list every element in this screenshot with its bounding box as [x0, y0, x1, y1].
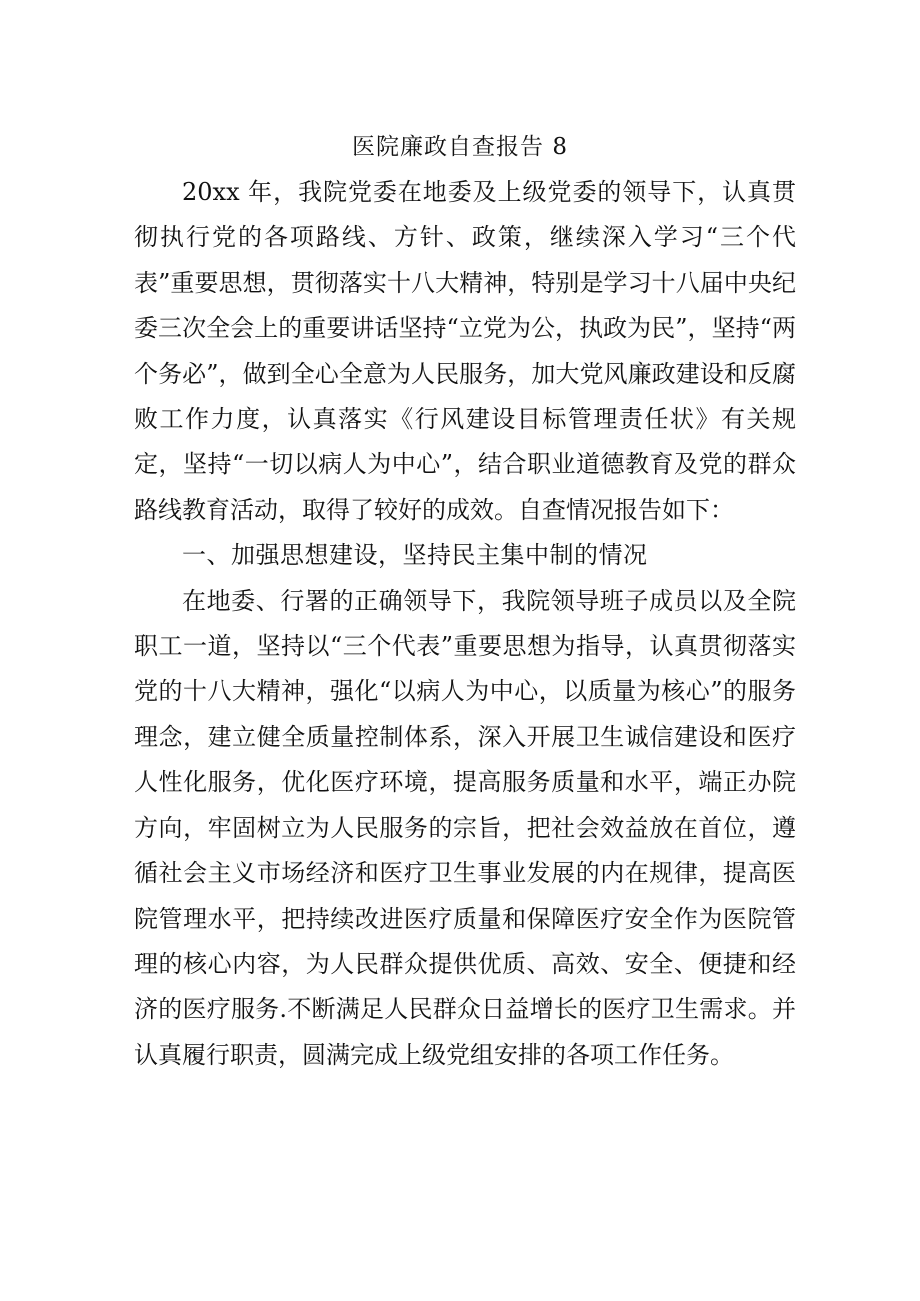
document-body: [134, 170, 796, 1078]
section-heading: 一、加强思想建设，坚持民主集中制的情况: [182, 541, 648, 570]
paragraph-section-1: 在地委、行署的正确领导下，我院领导班子成员以及全院职工一道，坚持以“三个代表”重要思想为指导，认真贯彻落实党的十八大精神，强化“以病人为中心，以质量为核心”的服务理念，建立健全质量控制体系，深入开展卫生诚信建设和医疗人性化服务，优化医疗环境，提高服务质量和水平，端正办院方向，牢固树立为人民服务的宗旨，把社会效益放在首位，遵循社会主义市场经济和医疗卫生事业发展的内在规律，提高医院管理水平，把持续改进医疗质量和保障医疗安全作为医院管理的核心内容，为人民群众提供优质、高效、安全、便捷和经济的医疗服务.不断满足人民群众日益增长的医疗卫生需求。并认真履行职责，圆满完成上级党组安排的各项工作任务。: [134, 586, 796, 1069]
paragraph-intro: 20xx 年，我院党委在地委及上级党委的领导下，认真贯彻执行党的各项路线、方针、政策，继续深入学习“三个代表”重要思想，贯彻落实十八大精神，特别是学习十八届中央纪委三次全会上的重要讲话坚持“立党为公，执政为民”，坚持“两个务必”，做到全心全意为人民服务，加大党风廉政建设和反腐败工作力度，认真落实《行风建设目标管理责任状》有关规定，坚持“一切以病人为中心”，结合职业道德教育及党的群众路线教育活动，取得了较好的成效。自查情况报告如下：: [134, 178, 796, 524]
document-title: 医院廉政自查报告 8: [352, 134, 568, 160]
